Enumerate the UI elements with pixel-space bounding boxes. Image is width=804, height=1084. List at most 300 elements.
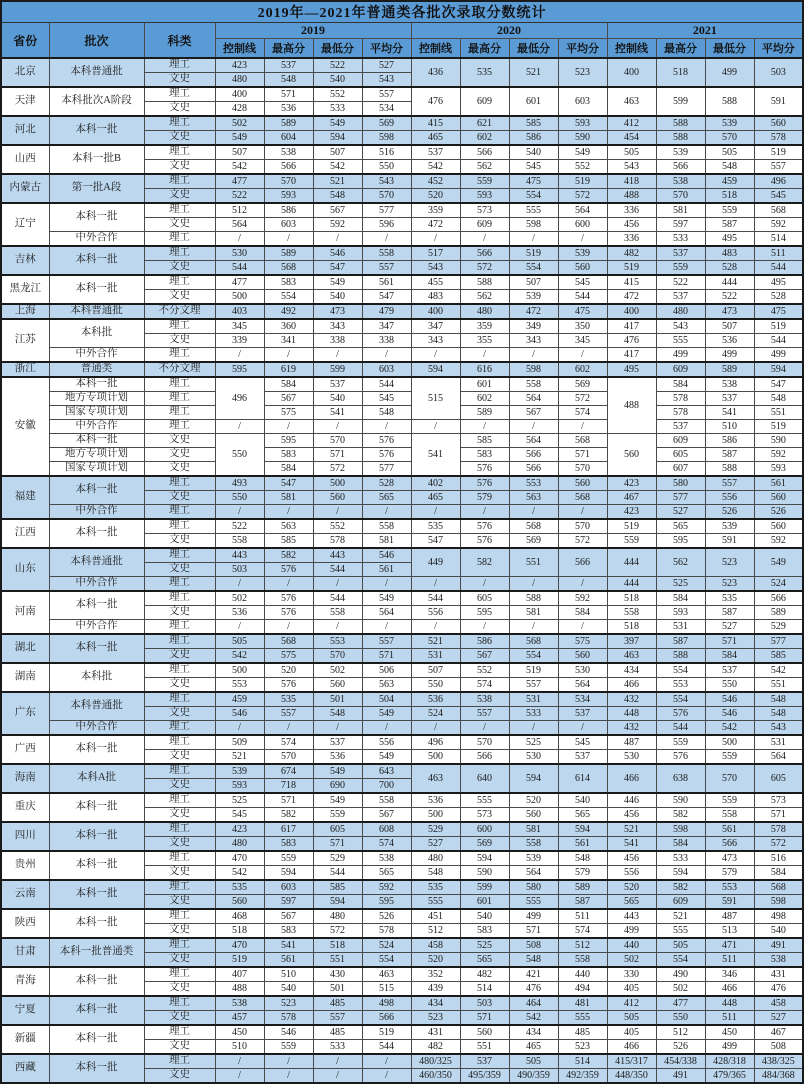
score-cell: / bbox=[460, 577, 509, 592]
score-cell: 604 bbox=[264, 131, 313, 146]
category-cell: 文史 bbox=[144, 750, 215, 765]
score-cell: 480 bbox=[460, 304, 509, 319]
score-cell: 537 bbox=[313, 377, 362, 392]
score-cell: 546 bbox=[362, 548, 411, 563]
score-cell: 617 bbox=[264, 822, 313, 837]
table-row bbox=[1, 996, 803, 1011]
score-cell: 588 bbox=[509, 591, 558, 606]
score-cell: 541 bbox=[607, 837, 656, 852]
score-cell: 549 bbox=[313, 275, 362, 290]
score-cell: 555 bbox=[509, 203, 558, 218]
score-cell: 521 bbox=[509, 58, 558, 87]
score-cell: 514 bbox=[558, 1054, 607, 1069]
score-cell: 525 bbox=[509, 735, 558, 750]
score-cell: 571 bbox=[705, 634, 754, 649]
category-cell: 文史 bbox=[144, 189, 215, 204]
score-cell: 423 bbox=[607, 476, 656, 491]
score-cell: 545 bbox=[215, 808, 264, 823]
score-cell: 412 bbox=[607, 116, 656, 131]
score-cell: / bbox=[509, 348, 558, 363]
score-cell: 572 bbox=[558, 189, 607, 204]
score-cell: 533 bbox=[313, 102, 362, 117]
batch-cell: 本科批 bbox=[49, 663, 144, 692]
score-cell: 512 bbox=[411, 924, 460, 939]
score-cell: 554 bbox=[656, 953, 705, 968]
score-cell: 593 bbox=[754, 462, 803, 477]
category-cell: 理工 bbox=[144, 145, 215, 160]
score-cell: 600 bbox=[558, 218, 607, 232]
province-cell: 陕西 bbox=[1, 909, 49, 938]
province-cell: 内蒙古 bbox=[1, 174, 49, 203]
score-cell: 434 bbox=[509, 1025, 558, 1040]
score-cell: 500 bbox=[411, 808, 460, 823]
province-cell: 宁夏 bbox=[1, 996, 49, 1025]
score-cell: / bbox=[460, 620, 509, 635]
score-cell: 463 bbox=[607, 87, 656, 116]
score-cell: 594 bbox=[558, 822, 607, 837]
score-cell: 559 bbox=[656, 735, 705, 750]
score-cell: 554 bbox=[264, 290, 313, 305]
score-cell: 544 bbox=[656, 721, 705, 736]
score-cell: 515 bbox=[362, 982, 411, 997]
score-cell: 546 bbox=[313, 246, 362, 261]
score-cell: 569 bbox=[460, 837, 509, 852]
score-cell: 476 bbox=[754, 982, 803, 997]
score-cell: 558 bbox=[215, 534, 264, 549]
score-cell: 567 bbox=[509, 406, 558, 420]
batch-cell: 本科一批 bbox=[49, 996, 144, 1025]
batch-cell: 本科普通批 bbox=[49, 58, 144, 87]
score-cell: / bbox=[264, 1069, 313, 1084]
score-cell: 543 bbox=[607, 160, 656, 175]
score-cell: / bbox=[215, 348, 264, 363]
score-cell: 570 bbox=[705, 131, 754, 146]
province-cell: 河南 bbox=[1, 591, 49, 634]
score-cell: 555 bbox=[509, 895, 558, 910]
score-cell: 559 bbox=[264, 851, 313, 866]
score-cell: 550 bbox=[215, 491, 264, 505]
batch-cell: 本科一批 bbox=[49, 377, 144, 392]
province-cell: 河北 bbox=[1, 116, 49, 145]
score-col-header: 最高分 bbox=[460, 39, 509, 59]
score-cell: 607 bbox=[656, 462, 705, 477]
score-cell: / bbox=[362, 505, 411, 520]
score-cell: 519 bbox=[558, 174, 607, 189]
score-cell: 507 bbox=[313, 145, 362, 160]
score-cell: 560 bbox=[558, 261, 607, 276]
score-cell: 443 bbox=[607, 909, 656, 924]
score-cell: 566 bbox=[558, 548, 607, 577]
score-cell: 543 bbox=[754, 721, 803, 736]
score-cell: 496 bbox=[215, 377, 264, 420]
score-cell: 543 bbox=[656, 319, 705, 334]
score-cell: 503 bbox=[215, 563, 264, 577]
score-cell: 554 bbox=[509, 261, 558, 276]
score-cell: 446 bbox=[607, 793, 656, 808]
score-cell: 444 bbox=[607, 577, 656, 592]
score-cell: 519 bbox=[754, 420, 803, 434]
score-cell: 605 bbox=[313, 822, 362, 837]
score-cell: 548 bbox=[754, 692, 803, 707]
score-cell: 594 bbox=[313, 895, 362, 910]
score-cell: 454 bbox=[607, 131, 656, 146]
score-cell: 553 bbox=[313, 634, 362, 649]
score-cell: 590 bbox=[656, 793, 705, 808]
score-cell: 552 bbox=[558, 160, 607, 175]
score-cell: 451 bbox=[411, 909, 460, 924]
score-cell: 463 bbox=[607, 649, 656, 664]
score-cell: 519 bbox=[215, 953, 264, 968]
col-header-category: 科类 bbox=[144, 23, 215, 59]
score-cell: 559 bbox=[705, 793, 754, 808]
score-cell: 500 bbox=[313, 476, 362, 491]
category-cell: 理工 bbox=[144, 348, 215, 363]
score-col-header: 最低分 bbox=[705, 39, 754, 59]
score-cell: 554 bbox=[509, 649, 558, 664]
score-cell: 495 bbox=[705, 232, 754, 247]
province-cell: 云南 bbox=[1, 880, 49, 909]
score-cell: 566 bbox=[509, 462, 558, 477]
score-cell: 480 bbox=[215, 73, 264, 88]
score-cell: 483 bbox=[705, 246, 754, 261]
category-cell: 理工 bbox=[144, 232, 215, 247]
year-header-row bbox=[1, 23, 803, 39]
score-cell: / bbox=[313, 721, 362, 736]
score-cell: 578 bbox=[656, 392, 705, 406]
score-cell: 561 bbox=[705, 822, 754, 837]
score-cell: 547 bbox=[411, 534, 460, 549]
score-cell: 538 bbox=[754, 953, 803, 968]
score-cell: 551 bbox=[509, 548, 558, 577]
score-cell: 511 bbox=[754, 246, 803, 261]
score-cell: 585 bbox=[509, 116, 558, 131]
score-cell: 526 bbox=[754, 505, 803, 520]
score-cell: 542 bbox=[754, 663, 803, 678]
score-cell: 518 bbox=[705, 189, 754, 204]
score-cell: 499 bbox=[509, 909, 558, 924]
table-row bbox=[1, 764, 803, 779]
score-cell: 574 bbox=[362, 837, 411, 852]
score-cell: 557 bbox=[362, 87, 411, 102]
score-cell: 505 bbox=[607, 145, 656, 160]
score-cell: 609 bbox=[656, 362, 705, 377]
batch-cell: 本科一批 bbox=[49, 275, 144, 304]
score-cell: 559 bbox=[607, 534, 656, 549]
score-cell: 500 bbox=[705, 735, 754, 750]
province-cell: 辽宁 bbox=[1, 203, 49, 246]
score-col-header: 平均分 bbox=[362, 39, 411, 59]
score-cell: 500 bbox=[215, 663, 264, 678]
score-cell: 544 bbox=[362, 1040, 411, 1055]
table-row bbox=[1, 392, 803, 406]
score-cell: 602 bbox=[558, 362, 607, 377]
score-cell: 575 bbox=[264, 649, 313, 664]
score-cell: / bbox=[215, 1054, 264, 1069]
score-cell: 541 bbox=[411, 434, 460, 477]
score-cell: 567 bbox=[313, 203, 362, 218]
score-cell: 540 bbox=[460, 909, 509, 924]
score-cell: 417 bbox=[607, 319, 656, 334]
category-cell: 文史 bbox=[144, 808, 215, 823]
score-cell: 531 bbox=[411, 649, 460, 664]
score-cell: 507 bbox=[411, 663, 460, 678]
score-cell: 338 bbox=[313, 334, 362, 348]
score-cell: 522 bbox=[215, 189, 264, 204]
score-cell: 537 bbox=[558, 750, 607, 765]
table-row bbox=[1, 116, 803, 131]
score-cell: 583 bbox=[460, 448, 509, 462]
score-cell: 568 bbox=[558, 434, 607, 448]
score-cell: 507 bbox=[705, 319, 754, 334]
score-cell: 470 bbox=[215, 851, 264, 866]
score-cell: 542 bbox=[215, 160, 264, 175]
score-cell: 609 bbox=[460, 87, 509, 116]
score-cell: 421 bbox=[509, 967, 558, 982]
score-cell: 588 bbox=[656, 649, 705, 664]
score-cell: 505 bbox=[509, 1054, 558, 1069]
year-header-2021: 2021 bbox=[607, 23, 803, 39]
score-cell: 576 bbox=[264, 591, 313, 606]
table-title: 2019年—2021年普通类各批次录取分数统计 bbox=[1, 1, 803, 23]
score-cell: 475 bbox=[754, 304, 803, 319]
score-cell: 505 bbox=[607, 1011, 656, 1026]
province-cell: 新疆 bbox=[1, 1025, 49, 1054]
score-cell: / bbox=[411, 232, 460, 247]
score-cell: 592 bbox=[313, 218, 362, 232]
score-cell: 439 bbox=[411, 982, 460, 997]
batch-cell: 本科一批 bbox=[49, 1025, 144, 1054]
score-cell: 520 bbox=[509, 793, 558, 808]
score-cell: 490 bbox=[656, 967, 705, 982]
score-cell: 690 bbox=[313, 779, 362, 794]
score-cell: 432 bbox=[607, 721, 656, 736]
score-cell: 352 bbox=[411, 967, 460, 982]
score-cell: 498 bbox=[362, 996, 411, 1011]
score-cell: 537 bbox=[460, 1054, 509, 1069]
score-cell: 599 bbox=[460, 880, 509, 895]
score-cell: 496 bbox=[754, 174, 803, 189]
score-cell: 512 bbox=[558, 938, 607, 953]
table-row bbox=[1, 880, 803, 895]
score-cell: / bbox=[215, 721, 264, 736]
score-cell: 544 bbox=[215, 261, 264, 276]
table-row bbox=[1, 304, 803, 319]
score-cell: 402 bbox=[411, 476, 460, 491]
score-cell: 508 bbox=[509, 938, 558, 953]
score-cell: 573 bbox=[754, 793, 803, 808]
score-cell: 418 bbox=[607, 174, 656, 189]
score-cell: 552 bbox=[460, 663, 509, 678]
score-cell: 558 bbox=[607, 606, 656, 620]
score-cell: 587 bbox=[558, 895, 607, 910]
score-cell: 559 bbox=[313, 808, 362, 823]
score-cell: 601 bbox=[509, 87, 558, 116]
score-cell: 520 bbox=[411, 953, 460, 968]
score-cell: 338 bbox=[362, 334, 411, 348]
score-cell: / bbox=[313, 348, 362, 363]
score-cell: 529 bbox=[411, 822, 460, 837]
score-cell: 512 bbox=[215, 203, 264, 218]
score-cell: 516 bbox=[754, 851, 803, 866]
category-cell: 理工 bbox=[144, 420, 215, 434]
score-cell: / bbox=[313, 620, 362, 635]
score-cell: 557 bbox=[362, 261, 411, 276]
score-cell: 480 bbox=[215, 837, 264, 852]
table-row bbox=[1, 145, 803, 160]
score-cell: 568 bbox=[754, 203, 803, 218]
score-cell: 558 bbox=[509, 377, 558, 392]
score-cell: 463 bbox=[411, 764, 460, 793]
score-cell: 455 bbox=[411, 275, 460, 290]
score-cell: 458 bbox=[411, 938, 460, 953]
score-cell: 513 bbox=[705, 924, 754, 939]
score-cell: 475 bbox=[509, 174, 558, 189]
score-cell: 564 bbox=[509, 434, 558, 448]
score-cell: 516 bbox=[362, 145, 411, 160]
score-cell: 548 bbox=[705, 160, 754, 175]
score-cell: 603 bbox=[558, 87, 607, 116]
score-cell: 570 bbox=[264, 174, 313, 189]
score-cell: 466 bbox=[607, 1040, 656, 1055]
score-cell: / bbox=[264, 577, 313, 592]
score-cell: 579 bbox=[460, 491, 509, 505]
score-cell: 584 bbox=[705, 649, 754, 664]
category-cell: 文史 bbox=[144, 102, 215, 117]
score-cell: 560 bbox=[509, 808, 558, 823]
score-cell: / bbox=[411, 620, 460, 635]
score-cell: 499 bbox=[656, 348, 705, 363]
score-cell: 535 bbox=[264, 692, 313, 707]
score-cell: 458 bbox=[754, 996, 803, 1011]
batch-cell: 本科批 bbox=[49, 319, 144, 348]
score-cell: / bbox=[313, 232, 362, 247]
year-header-2020: 2020 bbox=[411, 23, 607, 39]
score-cell: 440 bbox=[558, 967, 607, 982]
score-cell: 554 bbox=[656, 692, 705, 707]
category-cell: 理工 bbox=[144, 58, 215, 73]
province-cell: 江苏 bbox=[1, 319, 49, 362]
score-cell: 499 bbox=[705, 348, 754, 363]
score-cell: 560 bbox=[754, 116, 803, 131]
score-cell: 557 bbox=[264, 707, 313, 721]
score-cell: 345 bbox=[215, 319, 264, 334]
score-cell: 524 bbox=[362, 938, 411, 953]
score-cell: 585 bbox=[460, 434, 509, 448]
score-cell: 557 bbox=[754, 160, 803, 175]
score-cell: 537 bbox=[264, 58, 313, 73]
category-cell: 文史 bbox=[144, 982, 215, 997]
score-cell: 526 bbox=[705, 505, 754, 520]
score-cell: 570 bbox=[558, 519, 607, 534]
score-cell: 536 bbox=[411, 793, 460, 808]
province-cell: 广东 bbox=[1, 692, 49, 735]
score-cell: 581 bbox=[264, 491, 313, 505]
score-cell: 502 bbox=[656, 982, 705, 997]
score-cell: 430 bbox=[313, 967, 362, 982]
score-cell: 567 bbox=[460, 649, 509, 664]
score-cell: 440 bbox=[607, 938, 656, 953]
category-cell: 文史 bbox=[144, 953, 215, 968]
score-cell: 570 bbox=[460, 735, 509, 750]
table-row bbox=[1, 275, 803, 290]
score-cell: 563 bbox=[509, 491, 558, 505]
score-cell: 571 bbox=[509, 924, 558, 939]
score-cell: 586 bbox=[264, 203, 313, 218]
score-cell: 343 bbox=[313, 319, 362, 334]
score-cell: 531 bbox=[509, 692, 558, 707]
score-cell: 452 bbox=[411, 174, 460, 189]
score-cell: 480 bbox=[411, 851, 460, 866]
score-cell: / bbox=[215, 232, 264, 247]
table-row bbox=[1, 634, 803, 649]
score-cell: / bbox=[558, 232, 607, 247]
batch-cell: 本科一批 bbox=[49, 880, 144, 909]
province-cell: 青海 bbox=[1, 967, 49, 996]
score-cell: 499 bbox=[705, 1040, 754, 1055]
score-cell: 558 bbox=[362, 246, 411, 261]
score-cell: 529 bbox=[754, 620, 803, 635]
batch-cell: 地方专项计划 bbox=[49, 392, 144, 406]
score-cell: 468 bbox=[215, 909, 264, 924]
score-cell: 355 bbox=[460, 334, 509, 348]
score-cell: 477 bbox=[656, 996, 705, 1011]
score-cell: 511 bbox=[558, 909, 607, 924]
score-cell: 588 bbox=[656, 116, 705, 131]
score-cell: 550 bbox=[411, 678, 460, 693]
score-cell: 540 bbox=[754, 924, 803, 939]
score-cell: 555 bbox=[656, 924, 705, 939]
score-cell: 537 bbox=[705, 392, 754, 406]
score-cell: 579 bbox=[705, 866, 754, 881]
score-cell: 480/325 bbox=[411, 1054, 460, 1069]
score-cell: 527 bbox=[754, 1011, 803, 1026]
score-cell: 576 bbox=[460, 534, 509, 549]
score-cell: 527 bbox=[705, 620, 754, 635]
score-cell: 330 bbox=[607, 967, 656, 982]
score-cell: 507 bbox=[509, 275, 558, 290]
score-cell: 552 bbox=[313, 87, 362, 102]
score-cell: 405 bbox=[607, 982, 656, 997]
score-cell: 508 bbox=[754, 1040, 803, 1055]
score-cell: 540 bbox=[509, 145, 558, 160]
province-cell: 湖北 bbox=[1, 634, 49, 663]
category-cell: 文史 bbox=[144, 1069, 215, 1084]
score-cell: 572 bbox=[460, 261, 509, 276]
score-cell: 539 bbox=[656, 145, 705, 160]
score-cell: 448 bbox=[705, 996, 754, 1011]
score-cell: 546 bbox=[264, 1025, 313, 1040]
score-cell: 591 bbox=[705, 895, 754, 910]
score-cell: / bbox=[411, 577, 460, 592]
table-row bbox=[1, 663, 803, 678]
score-cell: 576 bbox=[460, 462, 509, 477]
score-cell: 558 bbox=[705, 808, 754, 823]
score-cell: 544 bbox=[313, 866, 362, 881]
score-cell: 588 bbox=[705, 87, 754, 116]
category-cell: 理工 bbox=[144, 996, 215, 1011]
batch-cell: 国家专项计划 bbox=[49, 406, 144, 420]
score-cell: 480 bbox=[313, 909, 362, 924]
score-cell: 580 bbox=[656, 476, 705, 491]
score-cell: / bbox=[362, 620, 411, 635]
score-cell: 397 bbox=[607, 634, 656, 649]
score-cell: 521 bbox=[215, 750, 264, 765]
score-cell: 576 bbox=[656, 707, 705, 721]
category-cell: 理工 bbox=[144, 577, 215, 592]
score-cell: / bbox=[460, 505, 509, 520]
score-cell: / bbox=[264, 420, 313, 434]
score-cell: 584 bbox=[656, 837, 705, 852]
